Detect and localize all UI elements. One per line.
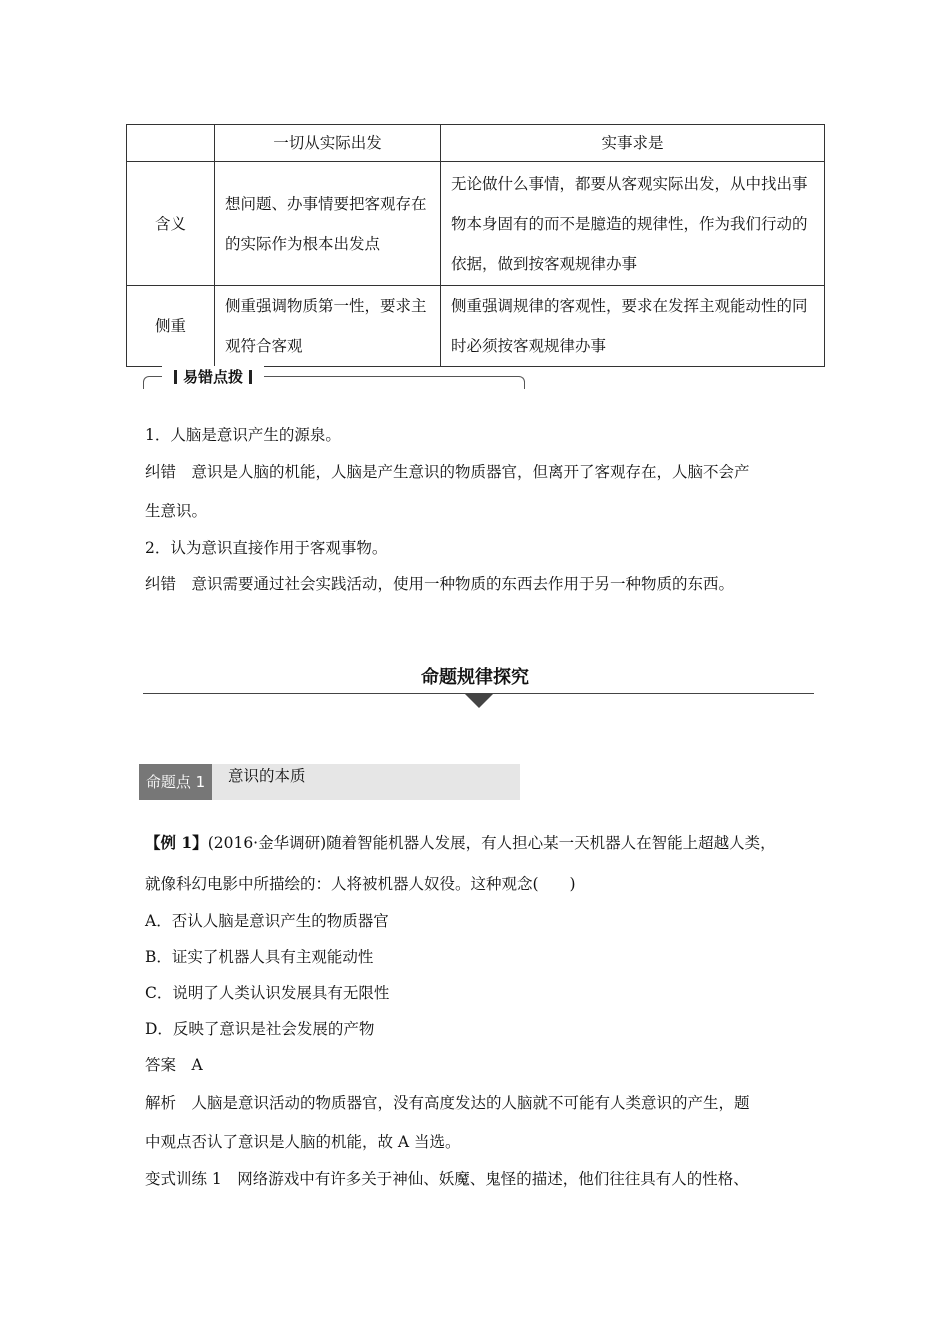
table-cell: 无论做什么事情，都要从客观实际出发，从中找出事物本身固有的而不是臆造的规律性，作为我们行动的依据，做到按客观规律办事	[441, 162, 825, 286]
table-header-row	[127, 125, 825, 162]
tip-correction: 纠错 意识需要通过社会实践活动，使用一种物质的东西去作用于另一种物质的东西。	[145, 575, 735, 593]
example-label: 【例 1】	[145, 833, 208, 852]
table-cell: 侧重强调物质第一性，要求主观符合客观	[215, 286, 441, 367]
answer: 答案 A	[145, 1056, 203, 1074]
analysis: 中观点否认了意识是人脑的机能，故 A 当选。	[145, 1133, 461, 1151]
option-d: D．反映了意识是社会发展的产物	[145, 1020, 375, 1038]
table-header-cell: 一切从实际出发	[215, 125, 441, 162]
topic-name: 意识的本质	[228, 767, 306, 785]
tip-title: 易错点拨	[162, 366, 264, 388]
table-row	[127, 162, 825, 286]
table-header-cell: 实事求是	[441, 125, 825, 162]
row-label: 侧重	[127, 286, 215, 367]
example-line: 就像科幻电影中所描绘的：人将被机器人奴役。这种观念( )	[145, 875, 576, 893]
topic-tag: 命题点 1	[139, 764, 212, 800]
example-line: 【例 1】(2016·金华调研)随着智能机器人发展，有人担心某一天机器人在智能上超越人类，	[145, 833, 776, 852]
option-b: B．证实了机器人具有主观能动性	[145, 948, 374, 966]
option-a: A．否认人脑是意识产生的物质器官	[145, 912, 389, 930]
tip-item: 1．人脑是意识产生的源泉。	[145, 426, 341, 444]
tip-item: 2．认为意识直接作用于客观事物。	[145, 539, 388, 557]
table-cell: 想问题、办事情要把客观存在的实际作为根本出发点	[215, 162, 441, 286]
table-row	[127, 286, 825, 367]
section-title: 命题规律探究	[421, 667, 529, 688]
table-header-cell	[127, 125, 215, 162]
table-cell: 侧重强调规律的客观性，要求在发挥主观能动性的同时必须按客观规律办事	[441, 286, 825, 367]
comparison-table	[126, 124, 825, 367]
tip-correction: 生意识。	[145, 502, 208, 520]
triangle-down-icon	[465, 694, 493, 708]
row-label: 含义	[127, 162, 215, 286]
option-c: C．说明了人类认识发展具有无限性	[145, 984, 390, 1002]
variant-exercise: 变式训练 1 网络游戏中有许多关于神仙、妖魔、鬼怪的描述，他们往往具有人的性格、	[145, 1170, 749, 1188]
analysis: 解析 人脑是意识活动的物质器官，没有高度发达的人脑就不可能有人类意识的产生，题	[145, 1094, 750, 1112]
tip-correction: 纠错 意识是人脑的机能，人脑是产生意识的物质器官，但离开了客观存在，人脑不会产	[145, 463, 750, 481]
